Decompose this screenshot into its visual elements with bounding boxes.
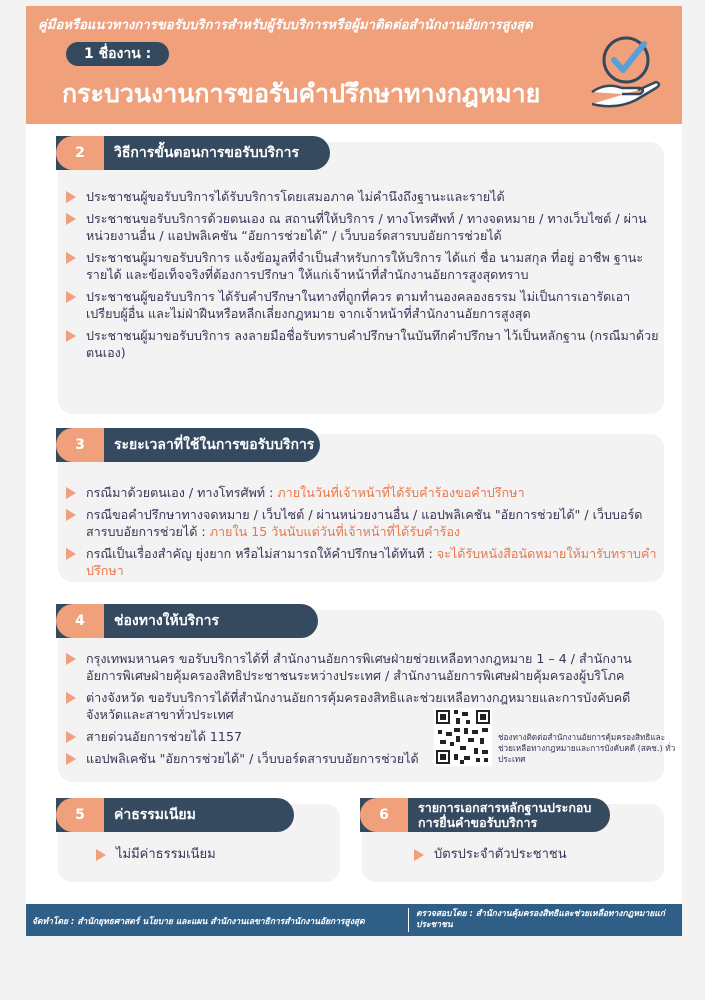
section-number: 3: [56, 428, 104, 462]
list-item: ประชาชนผู้มาขอรับบริการ แจ้งข้อมูลที่จำเป็นสำหรับการให้บริการ ได้แก่ ชื่อ นามสกุล ที่อยู่ อาชีพ ฐานะ รายได้ และข้อเท็จจริงที่ต้องการปรึกษา ให้แก่เจ้าหน้าที่สำนักงานอัยการสูงสุดทราบ: [64, 249, 664, 283]
list-item: ไม่มีค่าธรรมเนียม: [94, 846, 334, 863]
list-item: กรณีมาด้วยตนเอง / ทางโทรศัพท์ : ภายในวันที่เจ้าหน้าที่ได้รับคำร้องขอคำปรึกษา: [64, 484, 664, 501]
footer-reviewed-by: ตรวจสอบโดย : สำนักงานคุ้มครองสิทธิและช่วยเหลือทางกฎหมายแก่ประชาชน: [416, 909, 665, 930]
list-item: แอปพลิเคชัน "อัยการช่วยได้" / เว็บบอร์ดสารบบอัยการช่วยได้: [64, 750, 434, 767]
section-number: 4: [56, 604, 104, 638]
footer-divider: [408, 908, 409, 932]
list-item: ประชาชนผู้ขอรับบริการได้รับบริการโดยเสมอภาค ไม่คำนึงถึงฐานะและรายได้: [64, 188, 664, 205]
triangle-bullet-icon: [66, 191, 76, 203]
footer-prepared-by: จัดทำโดย : สำนักยุทธศาสตร์ นโยบาย และแผน สำนักงานเลขาธิการสำนักงานอัยการสูงสุด: [32, 917, 365, 927]
duration-list: [64, 484, 664, 584]
list-item: สายด่วนอัยการช่วยได้ 1157: [64, 728, 424, 745]
fee-list: [94, 846, 334, 868]
triangle-bullet-icon: [66, 213, 76, 225]
qr-caption: ช่องทางติดต่อสำนักงานอัยการคุ้มครองสิทธิและช่วยเหลือทางกฎหมายและการบังคับคดี (สคช.) ทั่วประเทศ: [498, 732, 676, 764]
footer-bar: [26, 904, 682, 936]
triangle-bullet-icon: [66, 291, 76, 303]
triangle-bullet-icon: [66, 487, 76, 499]
triangle-bullet-icon: [96, 849, 106, 861]
list-item: บัตรประจำตัวประชาชน: [412, 846, 652, 863]
section-title: ระยะเวลาที่ใช้ในการขอรับบริการ: [114, 437, 315, 453]
qr-code-icon[interactable]: [434, 708, 492, 766]
section-title: ช่องทางให้บริการ: [114, 613, 219, 629]
list-item: ประชาชนผู้ขอรับบริการ ได้รับคำปรึกษาในทางที่ถูกที่ควร ตามทำนองคลองธรรม ไม่เป็นการเอารัดเอาเปรียบผู้อื่น และไม่ฝ่าฝืนหรือหลีกเลี่ยงกฎหมาย จากเจ้าหน้าที่สำนักงานอัยการสูงสุด: [64, 288, 664, 322]
page-title: กระบวนงานการขอรับคำปรึกษาทางกฎหมาย: [62, 79, 541, 108]
list-item: ประชาชนผู้มาขอรับบริการ ลงลายมือชื่อรับทราบคำปรึกษาในบันทึกคำปรึกษา ไว้เป็นหลักฐาน (กรณีมาด้วยตนเอง): [64, 327, 664, 361]
documents-list: [412, 846, 652, 868]
section-channels-header: [56, 604, 318, 638]
section-title: รายการเอกสารหลักฐานประกอบการยื่นคำขอรับบริการ: [418, 800, 592, 830]
section-title: ค่าธรรมเนียม: [114, 807, 196, 823]
section-procedure-header: [56, 136, 330, 170]
document-page: [26, 6, 682, 936]
section-fee-header: [56, 798, 294, 832]
triangle-bullet-icon: [66, 753, 76, 765]
work-label: 1 ชื่องาน :: [66, 42, 169, 66]
header-top-line: คู่มือหรือแนวทางการขอรับบริการสำหรับผู้รับบริการหรือผู้มาติดต่อสำนักงานอัยการสูงสุด: [38, 18, 533, 33]
list-item: ประชาชนขอรับบริการด้วยตนเอง ณ สถานที่ให้บริการ / ทางโทรศัพท์ / ทางจดหมาย / ทางเว็บไซต์ / ผ่านหน่วยงานอื่น / แอปพลิเคชัน “อัยการช่วยได้” / เว็บบอร์ดสารบบอัยการช่วยได้: [64, 210, 664, 244]
triangle-bullet-icon: [66, 692, 76, 704]
section-documents-header: [360, 798, 610, 832]
hand-checkmark-icon: [586, 30, 664, 110]
triangle-bullet-icon: [66, 653, 76, 665]
triangle-bullet-icon: [66, 509, 76, 521]
section-number: 6: [360, 798, 408, 832]
procedure-list: [64, 188, 664, 366]
triangle-bullet-icon: [414, 849, 424, 861]
triangle-bullet-icon: [66, 330, 76, 342]
list-item: กรณีขอคำปรึกษาทางจดหมาย / เว็บไซต์ / ผ่านหน่วยงานอื่น / แอปพลิเคชัน "อัยการช่วยได้" / เว็บบอร์ดสารบบอัยการช่วยได้ : ภายใน 15 วันนับแต่วันที่เจ้าหน้าที่ได้รับคำร้อง: [64, 506, 664, 540]
triangle-bullet-icon: [66, 548, 76, 560]
triangle-bullet-icon: [66, 731, 76, 743]
section-number: 2: [56, 136, 104, 170]
section-duration-header: [56, 428, 320, 462]
header-banner: [26, 6, 682, 124]
triangle-bullet-icon: [66, 252, 76, 264]
list-item: กรุงเทพมหานคร ขอรับบริการได้ที่ สำนักงานอัยการพิเศษฝ่ายช่วยเหลือทางกฎหมาย 1 – 4 / สำนักงานอัยการพิเศษฝ่ายคุ้มครองสิทธิประชาชนระหว่างประเทศ / สำนักงานอัยการพิเศษฝ่ายคุ้มครองผู้บริโภค: [64, 650, 664, 684]
section-number: 5: [56, 798, 104, 832]
list-item: กรณีเป็นเรื่องสำคัญ ยุ่งยาก หรือไม่สามารถให้คำปรึกษาได้ทันที : จะได้รับหนังสือนัดหมายให้มารับทราบคำปรึกษา: [64, 545, 664, 579]
section-title: วิธีการขั้นตอนการขอรับบริการ: [114, 145, 299, 161]
list-item: ต่างจังหวัด ขอรับบริการได้ที่สำนักงานอัยการคุ้มครองสิทธิและช่วยเหลือทางกฎหมายและการบังคับคดีจังหวัดและสาขาทั่วประเทศ: [64, 689, 664, 723]
